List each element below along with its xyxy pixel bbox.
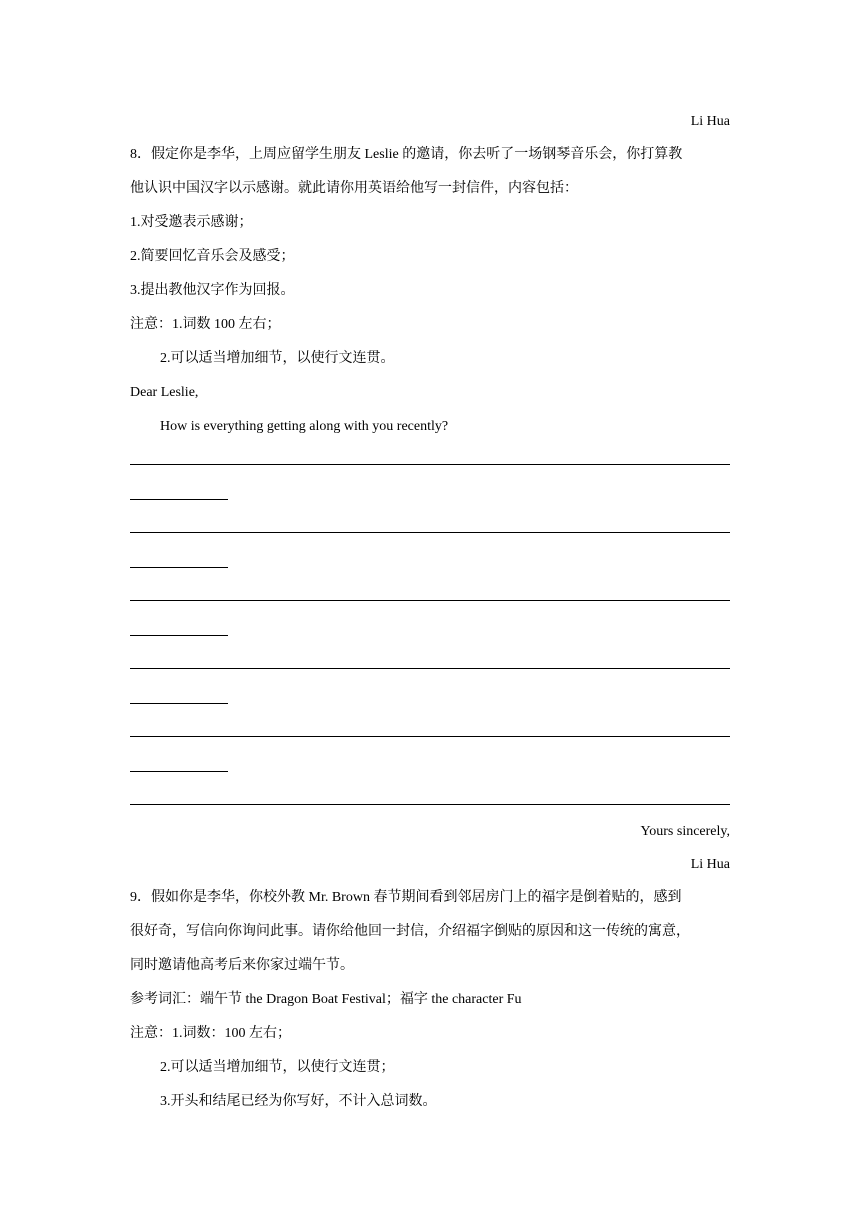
answer-line-short[interactable] bbox=[130, 499, 228, 500]
answer-line-short[interactable] bbox=[130, 771, 228, 772]
q8-closing: Yours sincerely, bbox=[640, 824, 730, 839]
q8-prompt-line-1: 8．假定你是李华，上周应留学生朋友 Leslie 的邀请，你去听了一场钢琴音乐会，你打算教 bbox=[130, 147, 683, 162]
q8-note-1: 注意：1.词数 100 左右； bbox=[130, 317, 281, 332]
answer-line[interactable] bbox=[130, 668, 730, 669]
q8-note-2: 2.可以适当增加细节，以使行文连贯。 bbox=[160, 351, 395, 366]
q9-vocabulary: 参考词汇：端午节 the Dragon Boat Festival；福字 the character Fu bbox=[130, 992, 522, 1007]
q9-note-1: 注意：1.词数：100 左右； bbox=[130, 1026, 291, 1041]
answer-line[interactable] bbox=[130, 736, 730, 737]
top-signature: Li Hua bbox=[690, 114, 730, 129]
answer-line[interactable] bbox=[130, 532, 730, 533]
q8-prompt-line-2: 他认识中国汉字以示感谢。就此请你用英语给他写一封信件，内容包括： bbox=[130, 181, 578, 196]
q9-prompt-line-3: 同时邀请他高考后来你家过端午节。 bbox=[130, 958, 354, 973]
q8-signature: Li Hua bbox=[690, 857, 730, 872]
answer-line[interactable] bbox=[130, 464, 730, 465]
q9-prompt-line-2: 很好奇，写信向你询问此事。请你给他回一封信，介绍福字倒贴的原因和这一传统的寓意， bbox=[130, 924, 690, 939]
q8-point-3: 3.提出教他汉字作为回报。 bbox=[130, 283, 295, 298]
q8-opening-sentence: How is everything getting along with you recently? bbox=[160, 419, 449, 434]
answer-line[interactable] bbox=[130, 804, 730, 805]
answer-line-short[interactable] bbox=[130, 703, 228, 704]
q9-note-3: 3.开头和结尾已经为你写好，不计入总词数。 bbox=[160, 1094, 437, 1109]
answer-line-short[interactable] bbox=[130, 635, 228, 636]
q9-prompt-line-1: 9．假如你是李华，你校外教 Mr. Brown 春节期间看到邻居房门上的福字是倒着贴的，感到 bbox=[130, 890, 682, 905]
q8-point-2: 2.简要回忆音乐会及感受； bbox=[130, 249, 295, 264]
q8-greeting: Dear Leslie, bbox=[130, 385, 199, 400]
answer-line[interactable] bbox=[130, 600, 730, 601]
answer-line-short[interactable] bbox=[130, 567, 228, 568]
q9-note-2: 2.可以适当增加细节，以使行文连贯； bbox=[160, 1060, 395, 1075]
q8-point-1: 1.对受邀表示感谢； bbox=[130, 215, 253, 230]
